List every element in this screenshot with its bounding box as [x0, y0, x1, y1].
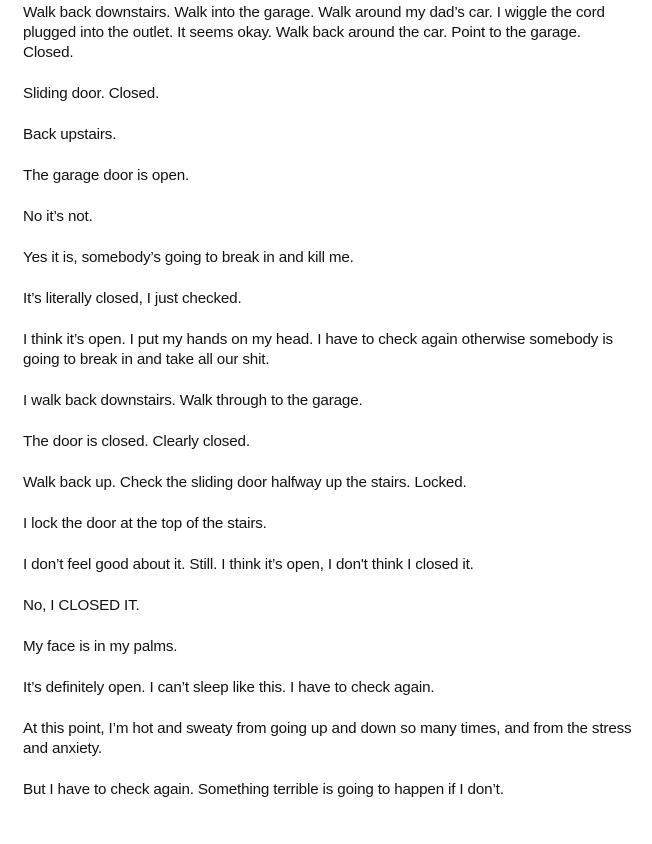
paragraph-7: It’s literally closed, I just checked.: [23, 290, 242, 307]
document-body: [23, 3, 633, 821]
paragraph-4: The garage door is open.: [23, 167, 190, 184]
paragraph-1: Walk back downstairs. Walk into the garage. Walk around my dad’s car. I wiggle the cord plugged into the outlet. It seems okay. Walk back around the car. Point to the garage. Closed.: [23, 4, 605, 61]
paragraph-9: I walk back downstairs. Walk through to the garage.: [23, 392, 363, 409]
paragraph-18: But I have to check again. Something terrible is going to happen if I don’t.: [23, 781, 504, 798]
paragraph-16: It’s definitely open. I can’t sleep like this. I have to check again.: [23, 679, 435, 696]
paragraph-13: I don’t feel good about it. Still. I think it’s open, I don't think I closed it.: [23, 556, 474, 573]
paragraph-17: At this point, I’m hot and sweaty from going up and down so many times, and from the stress and anxiety.: [23, 720, 632, 757]
paragraph-8: I think it’s open. I put my hands on my head. I have to check again otherwise somebody is going to break in and take all our shit.: [23, 331, 613, 368]
paragraph-6: Yes it is, somebody’s going to break in and kill me.: [23, 249, 354, 266]
paragraph-14: No, I CLOSED IT.: [23, 597, 140, 614]
paragraph-5: No it’s not.: [23, 208, 93, 225]
paragraph-3: Back upstairs.: [23, 126, 117, 143]
paragraph-2: Sliding door. Closed.: [23, 85, 160, 102]
paragraph-15: My face is in my palms.: [23, 638, 178, 655]
paragraph-12: I lock the door at the top of the stairs.: [23, 515, 267, 532]
paragraph-10: The door is closed. Clearly closed.: [23, 433, 250, 450]
paragraph-11: Walk back up. Check the sliding door halfway up the stairs. Locked.: [23, 474, 467, 491]
